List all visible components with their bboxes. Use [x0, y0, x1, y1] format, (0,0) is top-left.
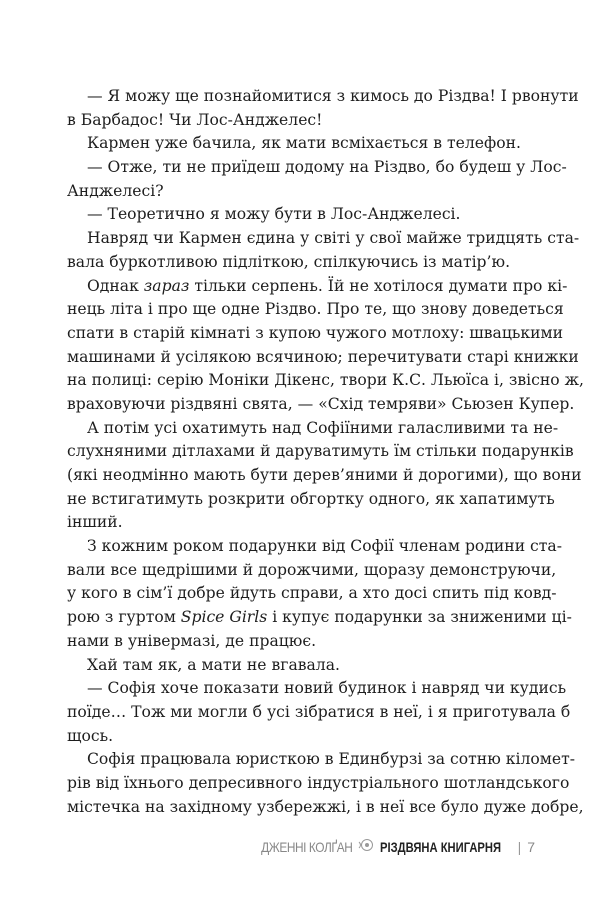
text-segment: — Софія хоче показати новий будинок і навряд чи кудись — [87, 679, 567, 698]
text-segment: на полиці: серію Моніки Дікенс, твори К.С. Льюїса і, звісно ж, — [67, 371, 584, 390]
text-segment: — Я можу ще познайомитися з кимось до Різдва! І рвонути — [87, 87, 579, 105]
text-segment: А потім усі охатимуть над Софіїними галасливими та не- — [87, 418, 559, 437]
text-line — [67, 393, 575, 417]
text-line — [67, 582, 557, 606]
text-line — [67, 796, 584, 820]
text-line — [67, 725, 536, 749]
text-line — [67, 748, 576, 772]
footer-separator: | — [517, 838, 522, 855]
text-segment: рою з гуртом — [67, 608, 181, 627]
text-segment: Кармен уже бачила, як мати всміхається в телефон. — [87, 134, 521, 153]
text-segment: у кого в сім’ї добре йдуть справи, а хто досі спить під ковд- — [67, 584, 557, 603]
text-segment: машинами й усілякою всячиною; перечитувати старі книжки — [67, 347, 579, 366]
text-segment: рів від їхнього депресивного індустріального шотландського — [67, 773, 570, 792]
text-line — [67, 109, 536, 133]
italic-text: зараз — [143, 276, 190, 295]
text-segment: в Барбадос! Чи Лос-Анджелес! — [67, 110, 323, 129]
ornament-icon — [358, 838, 374, 855]
text-line — [67, 251, 536, 275]
text-line — [67, 156, 567, 180]
text-line — [67, 132, 536, 156]
text-line — [67, 630, 536, 654]
text-line — [67, 346, 579, 370]
text-line — [67, 677, 567, 701]
text-line — [67, 559, 557, 583]
text-segment: — Отже, ти не приїдеш додому на Різдво, бо будеш у Лос- — [87, 158, 567, 177]
text-segment: містечка на західному узбережжі, і в неї все було дуже добре, — [67, 797, 584, 816]
text-line — [67, 298, 564, 322]
text-segment: враховуючи різдвяні свята, — «Схід темряви» Сьюзен Купер. — [67, 394, 575, 413]
text-segment: слухняними дітлахами й даруватимуть їм стільки подарунків — [67, 442, 574, 461]
text-segment: — Теоретично я можу бути в Лос-Анджелесі. — [87, 205, 461, 224]
footer-author: ДЖЕННІ КОЛҐАН — [260, 838, 353, 855]
text-line — [67, 417, 559, 441]
text-line — [67, 535, 562, 559]
text-segment: Однак — [87, 276, 144, 295]
text-line — [67, 701, 571, 725]
text-line — [67, 464, 582, 488]
text-segment: спати в старій кімнаті з купою чужого мотлоху: швацькими — [67, 323, 564, 342]
text-segment: інший. — [67, 513, 123, 532]
text-line — [67, 322, 564, 346]
text-segment: З кожним роком подарунки від Софії членам родини ста- — [87, 537, 562, 556]
text-segment: (які неодмінно мають бути дерев’яними й дорогими), що вони — [67, 466, 582, 484]
text-segment: поїде… Тож ми могли б усі зібратися в неї, і я приготувала б — [67, 702, 571, 721]
text-line — [67, 511, 536, 535]
text-line — [67, 488, 555, 512]
text-segment: вали все щедрішими й дорожчими, щоразу демонструючи, — [67, 560, 557, 579]
text-segment: вала буркотливою підліткою, спілкуючись із матір’ю. — [67, 252, 511, 271]
text-segment: нами в універмазі, де працює. — [67, 631, 317, 650]
text-line — [67, 275, 568, 299]
text-segment: щось. — [67, 726, 114, 745]
text-line — [67, 369, 584, 393]
text-segment: не встигатимуть розкрити обгортку одного, як хапатимуть — [67, 489, 555, 508]
text-segment: Анджелесі? — [67, 181, 164, 200]
text-line — [67, 85, 579, 109]
text-segment: Навряд чи Кармен єдина у світі у свої майже тридцять ста- — [87, 229, 580, 248]
text-line — [67, 180, 536, 204]
text-line — [67, 606, 572, 630]
running-footer — [245, 838, 535, 855]
text-segment: Софія працювала юристкою в Единбурзі за сотню кіломет- — [87, 750, 576, 769]
body-text — [67, 85, 584, 819]
text-line — [67, 654, 536, 678]
text-segment: нець літа і про ще одне Різдво. Про те, що знову доведеться — [67, 300, 564, 319]
text-segment: і купує подарунки за зниженими ці- — [267, 608, 572, 627]
text-segment: тільки серпень. Їй не хотілося думати про кі- — [189, 276, 568, 295]
footer-book-title: РІЗДВЯНА КНИГАРНЯ — [380, 838, 502, 855]
text-line — [67, 203, 536, 227]
italic-text: Spice Girls — [180, 608, 268, 627]
page-number: 7 — [527, 838, 535, 855]
text-line — [67, 440, 574, 464]
text-segment: Хай там як, а мати не вгавала. — [87, 655, 340, 674]
text-line — [67, 227, 580, 251]
text-line — [67, 772, 570, 796]
